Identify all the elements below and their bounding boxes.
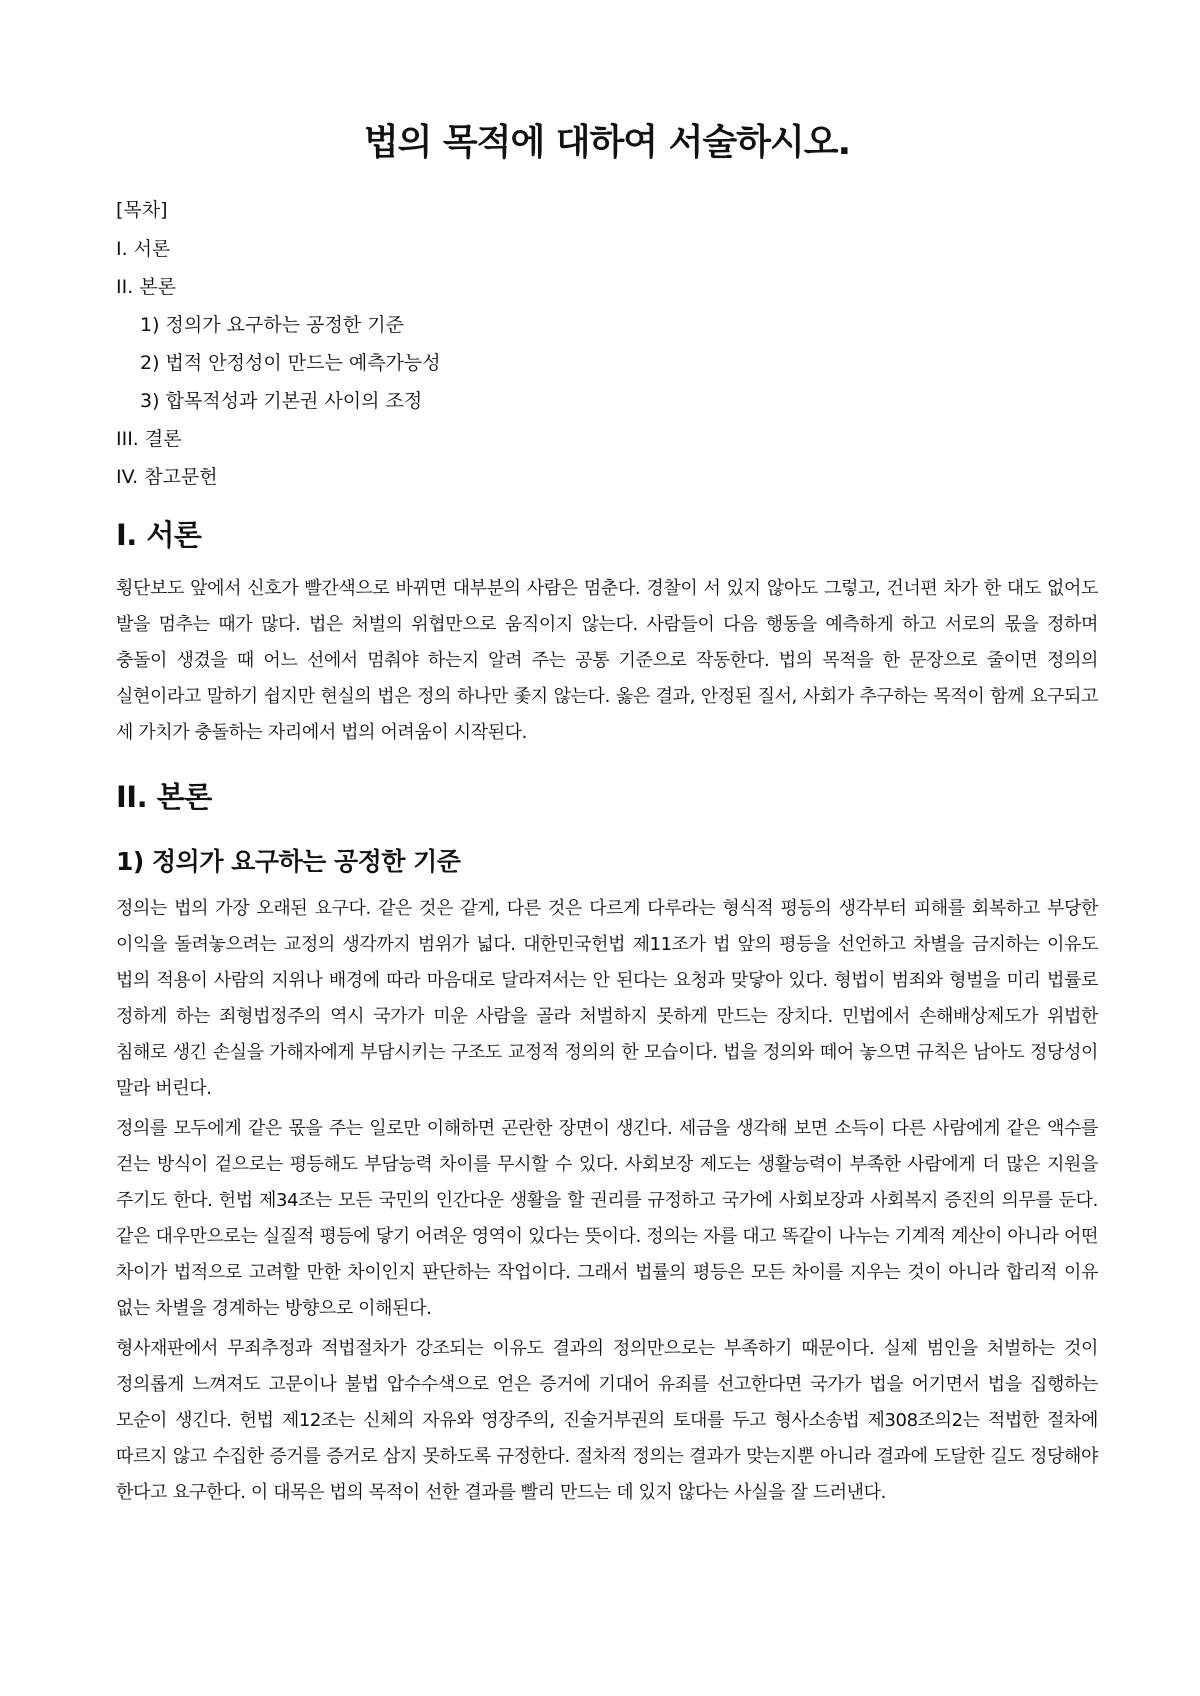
toc-item-body: II. 본론 bbox=[116, 276, 176, 298]
toc-item-references: IV. 참고문헌 bbox=[116, 466, 218, 488]
toc-heading: [목차] bbox=[116, 199, 168, 221]
toc-item-intro: I. 서론 bbox=[116, 238, 171, 260]
toc-item-body-2: 2) 법적 안정성이 만드는 예측가능성 bbox=[140, 352, 441, 374]
document-title: 법의 목적에 대하여 서술하시오. bbox=[363, 122, 851, 163]
toc-item-body-1: 1) 정의가 요구하는 공정한 기준 bbox=[140, 314, 404, 336]
body-paragraph: 형사재판에서 무죄추정과 적법절차가 강조되는 이유도 결과의 정의만으로는 부족하기 때문이다. 실제 범인을 처벌하는 것이 정의롭게 느껴져도 고문이나 불법 압수수색으로 얻은 증거에 기대어 유죄를 선고한다면 국가가 법을 어기면서 법을 집행하는 모순이 생긴다. 헌법 제12조는 신체의 자유와 영장주의, 진술거부권의 토대를 두고 형사소송법 제308조의2는 적법한 절차에 따르지 않고 수집한 증거를 증거로 삼지 못하도록 규정한다. 절차적 정의는 결과가 맞는지뿐 아니라 결과에 도달한 길도 정당해야 한다고 요구한다. 이 대목은 법의 목적이 선한 결과를 빨리 만드는 데 있지 않다는 사실을 잘 드러낸다. bbox=[116, 1338, 1098, 1503]
toc-item-conclusion: III. 결론 bbox=[116, 428, 182, 450]
section-heading-intro: I. 서론 bbox=[116, 518, 202, 552]
body-paragraph: 정의를 모두에게 같은 몫을 주는 일로만 이해하면 곤란한 장면이 생긴다. 세금을 생각해 보면 소득이 다른 사람에게 같은 액수를 걷는 방식이 겉으로는 평등해도 부담능력 차이를 무시할 수 있다. 사회보장 제도는 생활능력이 부족한 사람에게 더 많은 지원을 주기도 한다. 헌법 제34조는 모든 국민의 인간다운 생활을 할 권리를 규정하고 국가에 사회보장과 사회복지 증진의 의무를 둔다. 같은 대우만으로는 실질적 평등에 닿기 어려운 영역이 있다는 뜻이다. 정의는 자를 대고 똑같이 나누는 기계적 계산이 아니라 어떤 차이가 법적으로 고려할 만한 차이인지 판단하는 작업이다. 그래서 법률의 평등은 모든 차이를 지우는 것이 아니라 합리적 이유 없는 차별을 경계하는 방향으로 이해된다. bbox=[116, 1118, 1098, 1319]
intro-paragraph: 횡단보도 앞에서 신호가 빨간색으로 바뀌면 대부분의 사람은 멈춘다. 경찰이 서 있지 않아도 그렇고, 건너편 차가 한 대도 없어도 발을 멈추는 때가 많다. 법은 처벌의 위협만으로 움직이지 않는다. 사람들이 다음 행동을 예측하게 하고 서로의 몫을 정하며 충돌이 생겼을 때 어느 선에서 멈춰야 하는지 알려 주는 공통 기준으로 작동한다. 법의 목적을 한 문장으로 줄이면 정의의 실현이라고 말하기 쉽지만 현실의 법은 정의 하나만 좇지 않는다. 옳은 결과, 안정된 질서, 사회가 추구하는 목적이 함께 요구되고 세 가치가 충돌하는 자리에서 법의 어려움이 시작된다. bbox=[116, 578, 1098, 743]
subsection-heading-justice: 1) 정의가 요구하는 공정한 기준 bbox=[116, 847, 461, 876]
toc-item-body-3: 3) 합목적성과 기본권 사이의 조정 bbox=[140, 390, 423, 412]
table-of-contents bbox=[116, 237, 1098, 489]
body-paragraph: 정의는 법의 가장 오래된 요구다. 같은 것은 같게, 다른 것은 다르게 다루라는 형식적 평등의 생각부터 피해를 회복하고 부당한 이익을 돌려놓으려는 교정의 생각까지 범위가 넓다. 대한민국헌법 제11조가 법 앞의 평등을 선언하고 차별을 금지하는 이유도 법의 적용이 사람의 지위나 배경에 따라 마음대로 달라져서는 안 된다는 요청과 맞닿아 있다. 형법이 범죄와 형벌을 미리 법률로 정하게 하는 죄형법정주의 역시 국가가 미운 사람을 골라 처벌하지 못하게 만드는 장치다. 민법에서 손해배상제도가 위법한 침해로 생긴 손실을 가해자에게 부담시키는 구조도 교정적 정의의 한 모습이다. 법을 정의와 떼어 놓으면 규칙은 남아도 정당성이 말라 버린다. bbox=[116, 898, 1098, 1099]
section-heading-body: II. 본론 bbox=[116, 780, 212, 814]
